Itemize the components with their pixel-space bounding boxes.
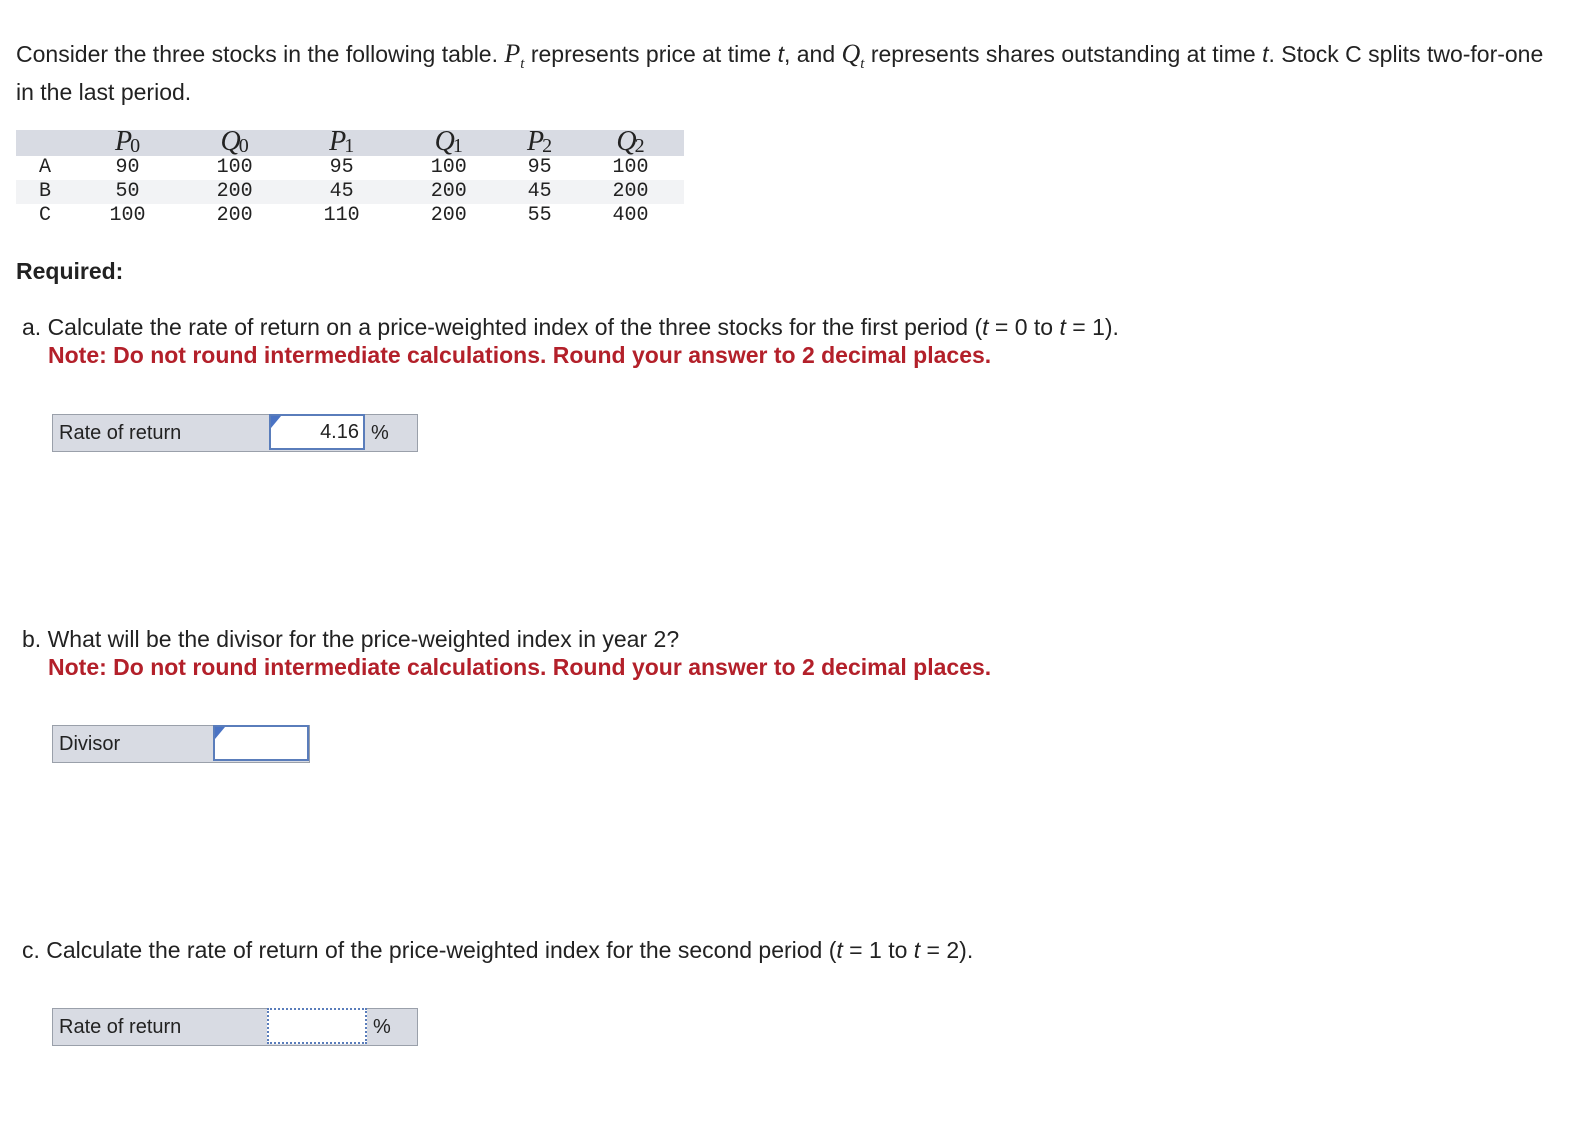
divisor-input[interactable]: [213, 725, 309, 761]
table-cell: 100: [216, 156, 253, 179]
header-q2: $Q_2$: [577, 130, 684, 156]
question-b: [22, 625, 991, 681]
table-cell: 100: [612, 156, 649, 179]
table-cell: 45: [288, 180, 395, 204]
rate-of-return-input-c[interactable]: [267, 1008, 367, 1044]
percent-unit: %: [373, 1016, 391, 1038]
table-cell: 45: [502, 180, 577, 204]
rounding-note: Note: Do not round intermediate calculations. Round your answer to 2 decimal places.: [48, 654, 992, 680]
problem-statement: [16, 40, 1556, 106]
answer-row-a: [52, 414, 418, 452]
question-text: b. What will be the divisor for the price-weighted index in year 2?: [22, 626, 680, 652]
table-cell: 50: [74, 180, 181, 204]
question-text: = 2).: [920, 937, 974, 963]
time-variable: t: [982, 314, 989, 340]
table-cell: 110: [323, 204, 360, 227]
question-text: c. Calculate the rate of return of the price-weighted index for the second period (: [22, 937, 837, 963]
answer-label: Rate of return: [59, 422, 182, 444]
rate-of-return-input-a[interactable]: [269, 414, 365, 450]
stock-table: [16, 126, 684, 228]
header-p2: $P_2$: [502, 130, 577, 156]
intro-text: , and: [783, 41, 842, 67]
answer-row-c: [52, 1008, 418, 1046]
table-row: [16, 156, 684, 180]
shares-symbol: $Q_t$: [841, 39, 865, 73]
price-symbol: $P_t$: [504, 39, 525, 73]
table-header-row: [16, 130, 684, 156]
intro-text: represents price at time: [524, 41, 778, 67]
header-q0: $Q_0$: [181, 130, 288, 156]
table-cell: 200: [216, 204, 253, 227]
table-cell: 95: [527, 156, 552, 179]
intro-text: Consider the three stocks in the following table.: [16, 41, 505, 67]
question-text: = 0 to: [988, 314, 1060, 340]
intro-text: represents shares outstanding at time: [864, 41, 1263, 67]
required-heading: Required:: [16, 258, 124, 284]
table-cell: 400: [612, 204, 649, 227]
answer-label: Divisor: [59, 733, 121, 755]
answer-row-b: [52, 725, 310, 763]
question-c: [22, 936, 973, 964]
question-text: a. Calculate the rate of return on a price-weighted index of the three stocks for the first period (: [22, 314, 983, 340]
time-variable: t: [913, 937, 921, 963]
input-flag-icon: [271, 416, 281, 428]
table-cell: 55: [527, 204, 552, 227]
question-text: = 1 to: [842, 937, 914, 963]
table-cell: 100: [430, 156, 467, 179]
header-stock: [16, 130, 74, 156]
table-row: [16, 180, 684, 204]
header-p0: $P_0$: [74, 130, 181, 156]
table-cell: 90: [115, 156, 140, 179]
table-cell: 95: [329, 156, 354, 179]
table-cell: 200: [577, 180, 684, 204]
table-cell: 100: [109, 204, 146, 227]
time-variable: t: [777, 41, 784, 67]
question-text: = 1).: [1065, 314, 1119, 340]
intro-text: . Stock C splits two-for-one in the last period.: [16, 41, 1544, 106]
time-variable: t: [836, 937, 843, 963]
table-cell: 200: [430, 204, 467, 227]
table-cell: 200: [395, 180, 502, 204]
stock-label: A: [38, 156, 51, 179]
header-p1: $P_1$: [288, 130, 395, 156]
rounding-note: Note: Do not round intermediate calculations. Round your answer to 2 decimal places.: [48, 342, 992, 368]
answer-label: Rate of return: [59, 1016, 182, 1038]
stock-label: B: [16, 180, 74, 204]
stock-label: C: [38, 204, 51, 227]
question-a: [22, 313, 1119, 369]
input-flag-icon: [215, 727, 225, 739]
table-cell: 200: [181, 180, 288, 204]
percent-unit: %: [371, 422, 389, 444]
time-variable: t: [1059, 314, 1066, 340]
time-variable: t: [1262, 41, 1269, 67]
input-value: 4.16: [320, 421, 359, 443]
table-row: [16, 204, 684, 228]
header-q1: $Q_1$: [395, 130, 502, 156]
